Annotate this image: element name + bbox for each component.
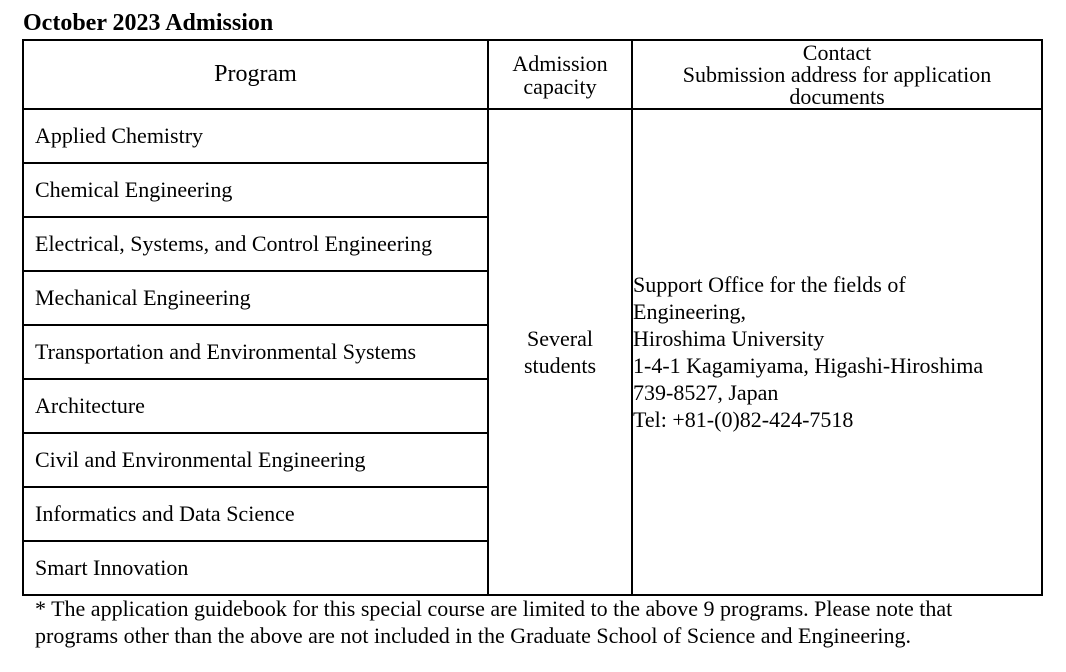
footnote [35, 595, 1051, 649]
header-capacity-line: capacity [523, 73, 597, 99]
program-cell: Civil and Environmental Engineering [23, 433, 488, 487]
program-cell: Mechanical Engineering [23, 271, 488, 325]
table-header-row [23, 40, 1042, 109]
program-cell: Chemical Engineering [23, 163, 488, 217]
contact-address-cell [632, 109, 1042, 595]
contact-line: 1-4-1 Kagamiyama, Higashi-Hiroshima [633, 353, 984, 378]
contact-line: Support Office for the fields of [633, 272, 906, 297]
header-contact-line: Submission address for application [682, 61, 992, 87]
program-cell: Informatics and Data Science [23, 487, 488, 541]
program-cell: Architecture [23, 379, 488, 433]
header-program: Program [23, 40, 488, 109]
capacity-line: students [523, 353, 597, 378]
contact-line: Engineering, [633, 299, 747, 324]
header-contact-line: Contact [802, 39, 872, 65]
contact-line: 739-8527, Japan [633, 380, 779, 405]
program-cell: Applied Chemistry [23, 109, 488, 163]
contact-line: Hiroshima University [633, 326, 825, 351]
admission-capacity-cell [488, 109, 632, 595]
header-contact [632, 40, 1042, 109]
page-title: October 2023 Admission [23, 10, 274, 36]
header-admission-capacity [488, 40, 632, 109]
footnote-line: * The application guidebook for this special course are limited to the above 9 programs. Please note that [35, 596, 953, 621]
contact-phone: Tel: +81-(0)82-424-7518 [633, 407, 854, 432]
table-row [23, 109, 1042, 163]
header-capacity-line: Admission [512, 50, 608, 76]
program-cell: Transportation and Environmental Systems [23, 325, 488, 379]
capacity-line: Several [527, 326, 593, 351]
program-cell: Smart Innovation [23, 541, 488, 595]
program-cell: Electrical, Systems, and Control Engineering [23, 217, 488, 271]
footnote-line: programs other than the above are not included in the Graduate School of Science and Engineering. [35, 623, 912, 648]
header-contact-line: documents [789, 83, 885, 109]
admission-table [22, 39, 1043, 596]
